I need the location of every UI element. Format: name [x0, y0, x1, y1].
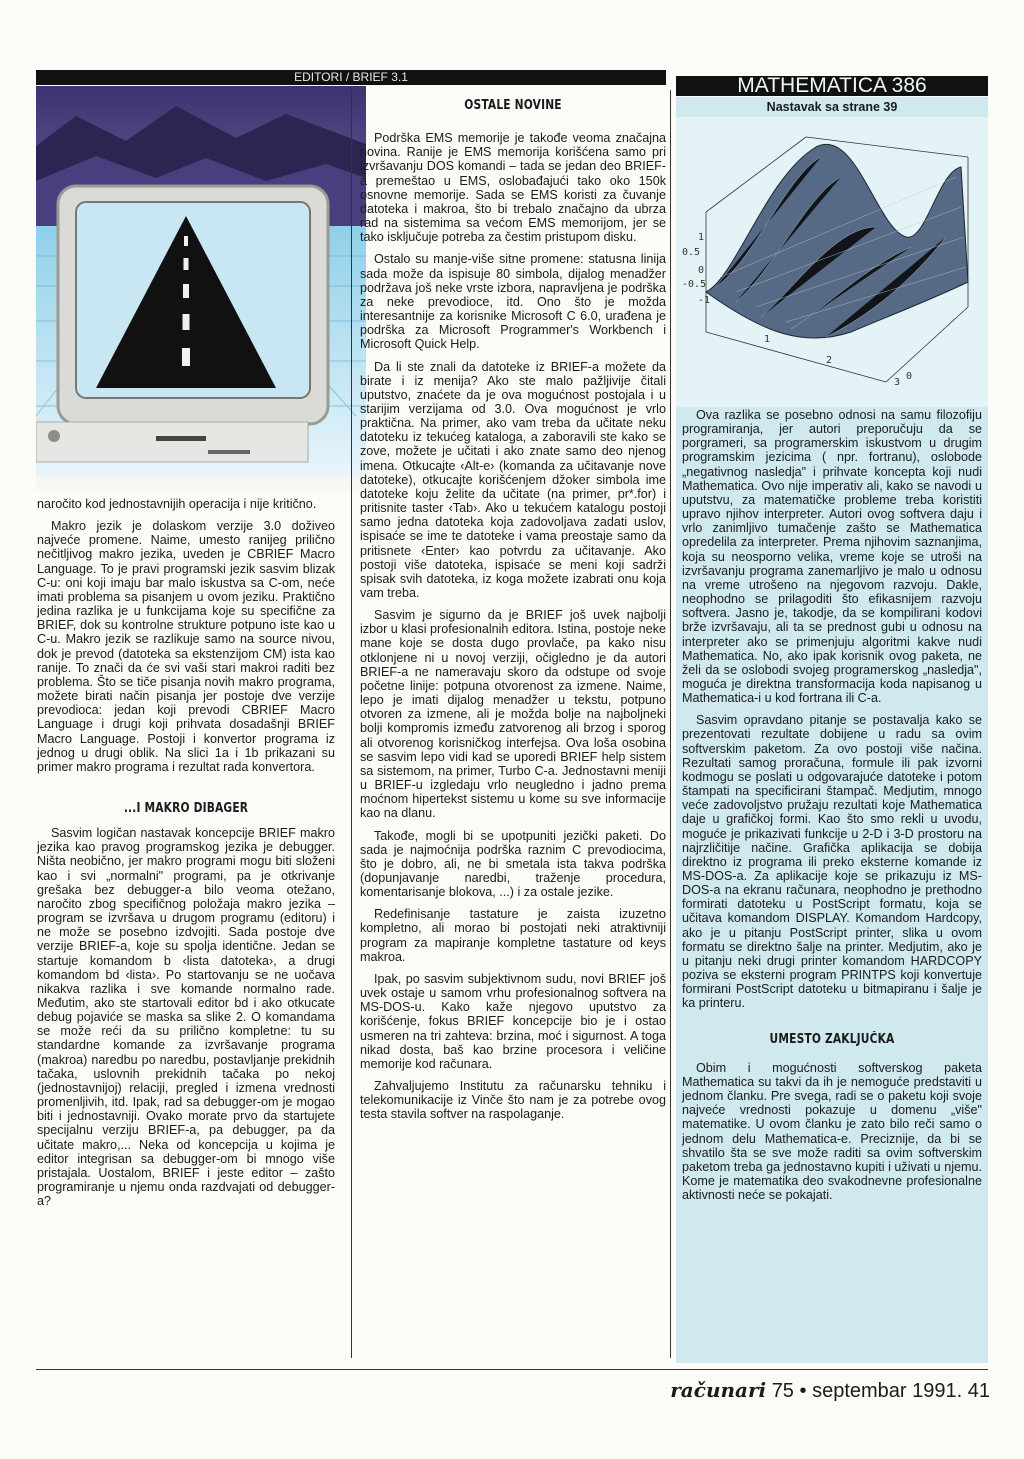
- x-tick: 1: [764, 334, 771, 345]
- column-divider: [351, 90, 352, 1358]
- column-divider: [670, 90, 671, 1358]
- col2-paragraph: Takođe, mogli bi se upotpuniti jezički paketi. Do sada je najmoćnija podrška raznim C prevodiocima, što je dobro, ali, ne bi smetala ista takva podrška (dopunjavanje naredbi, traženje procedura, komentarisanje blokova, ...) i za ostale jezike.: [360, 828, 666, 900]
- footer-bullet-icon: •: [799, 1380, 807, 1402]
- col1-paragraph: Makro jezik je dolaskom verzije 3.0 doživeo najveće promene. Naime, umesto ranijeg prilično nečitljivog makro jezika, uveden je CBRIEF Macro Language. To je pravi programski jezik sasvim blizak C-u: oni koji imaju bar malo iskustva sa C-om, neće imati problema sa pisanjem u ovom jeziku. Praktično jedina razlika je u funkcijama koje su specifične za BRIEF, dok su kontrolne strukture potpuno iste kao u C-u. Makro jezik se razlikuje samo na source nivou, dok je prevod (datoteka sa ekstenzijom CM) ista kao ranije. To znači da će svi vaši stari makroi raditi bez problema. Što se tiče pisanja novih makro programa, možete birati način pisanja jer postoje dve verzije prevodioca: jedan koji prevodi CBRIEF Macro Language i drugi koji prihvata dosadašnji BRIEF Macro Language. Postoji i konvertor programa iz jednog u drugi oblik. Na slici 1a i 1b prikazani su primer makro programa i rezultat rada konvertora.: [37, 519, 335, 774]
- footer-issue: 75: [771, 1380, 794, 1402]
- col2-paragraph: Redefinisanje tastature je zaista izuzetno kompletno, ali morao bi postojati neki atraktivniji program za mapiranje kompletne tastature od keys makroa.: [360, 907, 666, 964]
- footer-page-number: 41: [967, 1380, 990, 1402]
- x-tick: 3: [894, 377, 901, 388]
- footer: [620, 1376, 990, 1406]
- surface-plot-svg: [676, 117, 988, 407]
- z-tick: 0.5: [682, 247, 701, 258]
- col3-heading-umesto-zakljucka: UMESTO ZAKLJUČKA: [769, 1031, 895, 1047]
- col3-paragraph: Sasvim opravdano pitanje se postavalja kako se prezentovati rezultate dobijene u radu sa ovim softverskim paketom. Za ovo postoji više načina. Rezultati samog proračuna, formule ili pak izvorni kodmogu se poslati u odgovarajuće datoteke i potom štampati na specificirani štampač. Medjutim, mnogo veće zadovoljstvo pružaju rezultati koje Mathematica daje u grafičkoj formi. Kao što smo rekli u uvodu, moguće je prikazivati funkcije u 2-D i 3-D prostoru na najrzličitije načine. Grafička aplikacija se dobija direktno iz programa ili preko eksterne komande iz MS-DOS-a. Za aplikacije koje se prikazuju iz MS-DOS-a na ekranu računara, neophodno je prethodno formirati datoteku u PostScript formatu, koja se učitava komandom DISPLAY. Komandom Hardcopy, ako je u pitanju PostScript printer, slika u ovom formatu se direktno šalje na printer. Medjutim, ako je u pitanju neki drugi printer komandom HARDCOPY poziva se eksterni program PRINTPS koji konvertuje formirani PostScript datoteku u bitmapiranu i šalje je ka printeru.: [682, 713, 982, 1011]
- road-monitor-illustration: [36, 86, 366, 490]
- col2-paragraph: Ostalo su manje-više sitne promene: statusna linija sada može da ispisuje 80 simbola, dijalog menadžer podržava još neke vrste izbora, napravljena je podrška za neke prevodioce, itd. Ono što je možda interesantnije za korisnike Microsoft C 6.0, urađena je podrška za Microsoft Programmer's Workbench i Microsoft Quick Help.: [360, 252, 666, 352]
- col3-paragraph: Obim i mogućnosti softverskog paketa Mathematica su takvi da ih je nemoguće predstaviti u jednom članku. Pre svega, radi se o paketu koji svoje najveće vrednosti pokazuje u domenu „više" matematike. U ovom članku je zato bilo reči samo o jednom delu Mathematica-e. Preciznije, da bi se shvatilo šta se sve može raditi sa ovim softverskim paketom treba ga jednostavno kupiti i uživati u njemu. Kome je matematika deo svakodnevne profesionalne aktivnosti neće se pokajati.: [682, 1060, 982, 1203]
- z-tick: 1: [698, 232, 705, 243]
- right-header-title: MATHEMATICA 386: [737, 74, 927, 97]
- right-header-subtitle-band: [676, 97, 988, 117]
- col2-paragraph: Podrška EMS memorije je takođe veoma značajna novina. Ranije je EMS memorija korišćena samo pri izvršavanju DOS komandi – tada se jedan deo BRIEF-a premeštao u EMS, oslobađajući tako oko 150k osnovne memorije. Sada se EMS koristi za čuvanje datoteka i makroa, što bi trebalo značajno da ubrza rad na sistemima sa većom EMS memorijom, jer se tako isključuje potreba za čestim pristupom disku.: [360, 131, 666, 245]
- col1-paragraph: naročito kod jednostavnijih operacija i nije kritično.: [37, 497, 317, 511]
- col3-paragraph: Ova razlika se posebno odnosi na samu filozofiju programiranja, jer autori preporučuju da se porgrameri, sa programerskim iskustvom u drugim programskim jezicima ( npr. fortranu), oslobode „negativnog nasledja" i prihvate koncepta koji nudi Mathematica. Ovo nije imperativ ali, kako se navodi u uputstvu, za matematičke probleme treba koristiti upravo njihov interpreter. Autori ovog softvera daju i vrlo zanimljivo tumačenje zašto se Mathematica opredelila za interpreter. Prema njihovim saznanjima, koja su neosporno velika, vreme koje se utroši na izvršavanju programa zanemarljivo je malo u odnosu na vreme utrošeno na njegovom razvoju. Dakle, neophodno se prilagoditi što efikasnijem razvoju softvera. Jasno je, takodje, da se kompilirani kodovi brže izvršavaju, ali ta se prednost gubi u odnosu na interpreter ako se primenjuju algoritmi kakve nudi Mathematica. No, ako ipak korisnik ovog paketa, ne želi da se oslobodi svojeg programerskog „nasledja", moguća je direktna transformacija koda napisanog u Mathematica-i u kod fortrana ili C-a.: [682, 408, 982, 706]
- x-tick: 2: [826, 355, 833, 366]
- column-3: [682, 408, 982, 1210]
- y-tick: 0: [906, 371, 913, 382]
- left-header-label: EDITORI / BRIEF 3.1: [294, 70, 408, 84]
- column-1: [37, 497, 335, 1216]
- col2-paragraph: Sasvim je sigurno da je BRIEF još uvek najbolji izbor u klasi profesionalnih editora. Istina, postoje neke mane koje se dosta dugo provlače, pa kako nisu otklonjene ni u novoj verziji, očigledno je da autori BRIEF-a ne nameravaju skoro da odstupe od svoje početne linije: potpuna otvorenost za izmene. Naime, lepo je imati dijalog menadžer u tekstu, potpuno otvoren za izmene, ali je možda bolje na najboljnеki bolji kompromis između zatvorenog ali brzog i sporog ali otvorenog korisničkog interfejsa. Ova loša osobina se sasvim lepo vidi kad se uporedi BRIEF help sistem sa sistemom, na primer, Turbo C-a. Jednostavni meniji u BRIEF-u izgledaju vrlo neugledno i jadno prema moćnom hipertekst sistemu u kome su sve informacije kao na dlanu.: [360, 608, 666, 821]
- z-tick: -0.5: [682, 279, 707, 290]
- footer-brand: računari: [670, 1378, 767, 1402]
- z-tick: -1: [698, 295, 711, 306]
- footer-rule: [36, 1369, 988, 1370]
- col1-heading-makro-dibager: ...I MAKRO DIBAGER: [123, 800, 249, 816]
- right-header-subtitle: Nastavak sa strane 39: [766, 100, 898, 114]
- col2-paragraph: Ipak, po sasvim subjektivnom sudu, novi BRIEF još uvek ostaje u samom vrhu profesionalnog softvera na MS-DOS-u. Kako kaže njegovo uputstvo za korišćenje, fokus BRIEF koncepcije bio je i ostao usmeren na tri zahteva: brzina, moć i sigurnost. A toga nikad dosta, baš kao brzine procesora i veličine memorije kod računara.: [360, 971, 666, 1071]
- surface-plot: [676, 117, 988, 407]
- col2-paragraph: Zahvaljujemo Institutu za računarsku tehniku i telekomunikacije iz Vinče što nam je za potrebe ovog testa stavila softver na raspolaganje.: [360, 1079, 666, 1122]
- road-monitor-image: [36, 86, 366, 490]
- col2-heading-ostale-novine: OSTALE NOVINE: [464, 98, 562, 113]
- z-tick: 0: [698, 265, 705, 276]
- right-header-bar: [676, 76, 988, 96]
- left-header-bar: [36, 70, 666, 85]
- col2-paragraph: Da li ste znali da datoteke iz BRIEF-a možete da birate i iz menija? Ako ste malo pažljivije čitali uputstvo, znaćete da je ova mogućnost postojala i u starijim verzijama od 3.0. Ova mogućnost je vrlo praktična. Na primer, ako vam treba da učitate neku datoteku iz tekućeg kataloga, a zaboravili ste kako se zove, možete je učitati i ako znate samo deo njenog imena. Otkucajte ‹Alt-e› (komanda za učitavanje nove datoteke), otkucajte korišćenjem džoker simbola ime datoteke koju želite da učitate (na primer, pr*.for) i pritisnite taster ‹Tab›. Ako u tekućem katalogu postoji samo jedna datoteka koja zadovoljava zadati uslov, ispisaće se ime te datoteke i vama preostaje samo da pritisnete ‹Enter› kao potvrdu za učitavanje. Ako postoji više datoteka, ispisaće se meni koji sadrži spisak svih datoteka, iz koga možete izabrati onu koja vam treba.: [360, 359, 666, 600]
- footer-date: septembar 1991.: [812, 1380, 963, 1402]
- col1-paragraph: Sasvim logičan nastavak koncepcije BRIEF makro jezika kao pravog programskog jezika je debugger. Ništa neobično, jer makro programi mogu biti složeni kao i svi „normalni" programi, pa je otkrivanje grešaka bez debugger-a bilo veoma otežano, naročito zbog specifičnog položaja makro jezika – program se izvršava u drugom programu (editoru) i ne može se posebno izdvojiti. Sada postoje dve verzije BRIEF-a, koje su spolja identične. Jedan se startuje komandom b ‹lista datoteka›, a drugi komandom bd ‹lista›. Po startovanju se ne uočava nikakva razlika i sve komande normalno rade. Međutim, ako ste startovali editor bd i ako otkucate debug pojaviće se maska sa slike 2. O komandama se može reći da su prilično kompletne: tu su standardne komande za izvršavanje programa (makroa) naredbu po naredbu, postavljanje prekidnih tačaka, uslovnih prekidnih tačaka po nekoj (jednostavnijoj) relaciji, pregled i izmena vrednosti promenljivih, itd. Ipak, rad sa debugger-om je mogao biti i jednostavniji. Ovako morate prvo da startujete specijalnu verziju BRIEF-a, pa debugger, pa da učitate makro,... Neka od koncepcija u kojima je editor integrisan sa debugger-om bi mnogo više pristajala. Uostalom, BRIEF i jeste editor – zašto programiranje u njemu onda razdvajati od debugger-a?: [37, 826, 335, 1209]
- column-2: [360, 97, 666, 1129]
